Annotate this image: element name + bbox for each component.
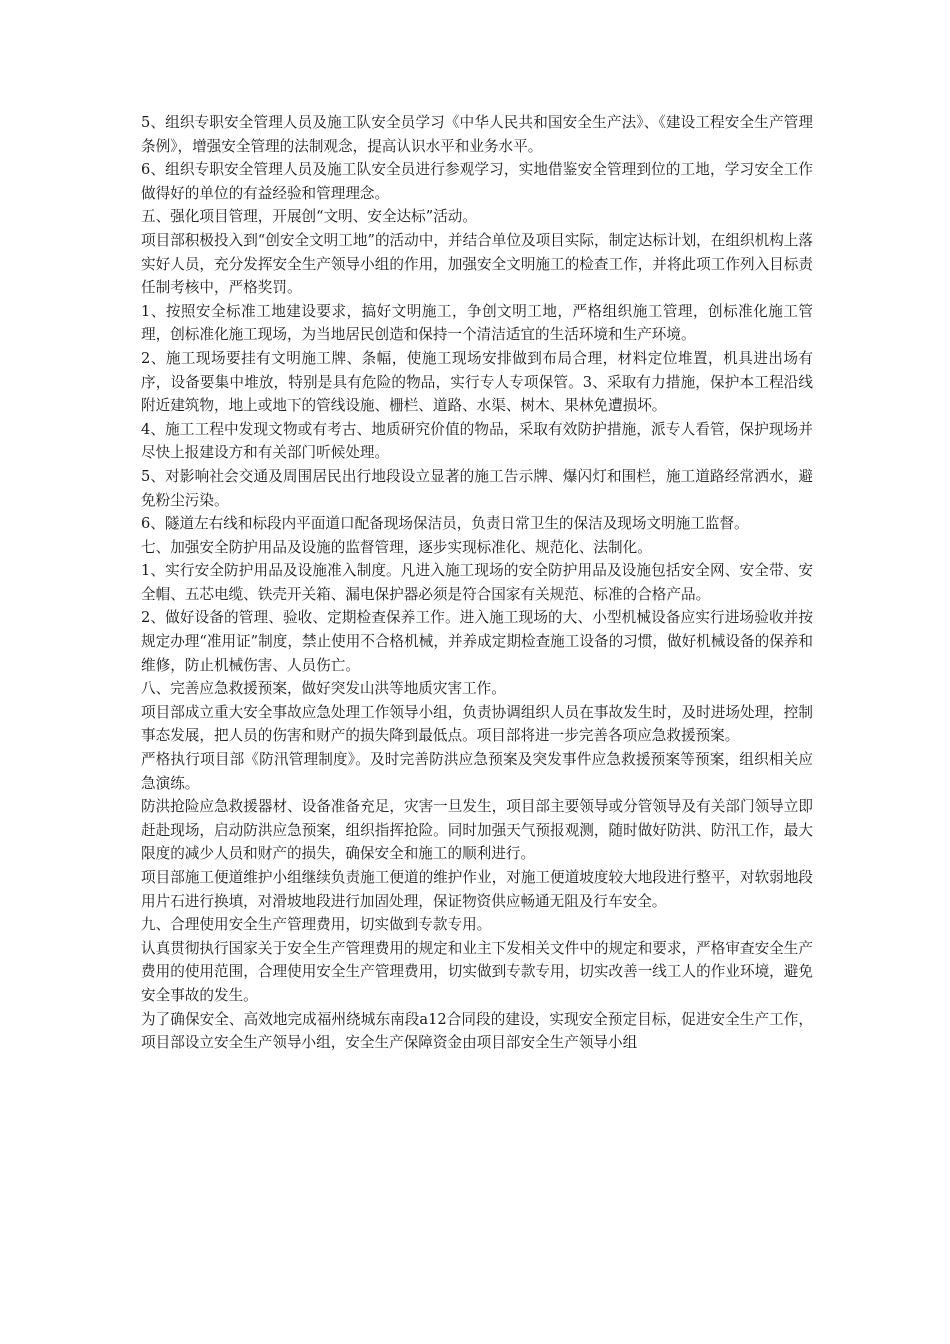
- paragraph-16: 为了确保安全、高效地完成福州绕城东南段a12合同段的建设，实现安全预定目标，促进安全生产工作，项目部设立安全生产领导小组，安全生产保障资金由项目部安全生产领导小组: [141, 1010, 813, 1052]
- paragraph-10: 2、做好设备的管理、验收、定期检查保养工作。进入施工现场的大、小型机械设备应实行进场验收并按规定办理“准用证”制度，禁止使用不合格机械，并养成定期检查施工设备的习惯，做好机械设备的保养和维修，防止机械伤害、人员伤亡。: [141, 609, 813, 674]
- paragraph-6: 4、施工工程中发现文物或有考古、地质研究价值的物品，采取有效防护措施，派专人看管，保护现场并尽快上报建设方和有关部门听候处理。: [141, 420, 813, 462]
- paragraph-4: 1、按照安全标准工地建设要求，搞好文明施工，争创文明工地，严格组织施工管理，创标准化施工管理，创标准化施工现场，为当地居民创造和保持一个清洁适宜的生活环境和生产环境。: [141, 302, 813, 344]
- paragraph-3: 项目部积极投入到“创安全文明工地”的活动中，并结合单位及项目实际，制定达标计划，在组织机构上落实好人员，充分发挥安全生产领导小组的作用，加强安全文明施工的检查工作，并将此项工作列入目标责任制考核中，严格奖罚。: [141, 231, 813, 297]
- paragraph-8: 6、隧道左右线和标段内平面道口配备现场保洁员，负责日常卫生的保洁及现场文明施工监督。: [141, 515, 749, 533]
- paragraph-1: 5、组织专职安全管理人员及施工队安全员学习《中华人民共和国安全生产法》、《建设工程安全生产管理条例》，增强安全管理的法制观念，提高认识水平和业务水平。: [141, 114, 813, 155]
- paragraph-12: 严格执行项目部《防汛管理制度》。及时完善防洪应急预案及突发事件应急救援预案等预案，组织相关应急演练。: [141, 751, 813, 792]
- paragraph-11: 项目部成立重大安全事故应急处理工作领导小组，负责协调组织人员在事故发生时，及时进场处理，控制事态发展，把人员的伤害和财产的损失降到最低点。项目部将进一步完善各项应急救援预案。: [141, 703, 813, 745]
- paragraph-15: 认真贯彻执行国家关于安全生产管理费用的规定和业主下发相关文件中的规定和要求，严格审查安全生产费用的使用范围，合理使用安全生产管理费用，切实做到专款专用，切实改善一线工人的作业环境，避免安全事故的发生。: [141, 939, 813, 1004]
- section-heading-5: 五、强化项目管理，开展创“文明、安全达标”活动。: [141, 208, 477, 226]
- paragraph-5: 2、施工现场要挂有文明施工牌、条幅，使施工现场安排做到布局合理，材料定位堆置，机具进出场有序，设备要集中堆放，特别是具有危险的物品，实行专人专项保管。3、采取有力措施，保护本工程沿线附近建筑物，地上或地下的管线设施、栅栏、道路、水渠、树木、果林免遭损坏。: [141, 349, 813, 415]
- section-heading-7: 七、加强安全防护用品及设施的监督管理，逐步实现标准化、规范化、法制化。: [141, 538, 652, 556]
- paragraph-2: 6、组织专职安全管理人员及施工队安全员进行参观学习，实地借鉴安全管理到位的工地，学习安全工作做得好的单位的有益经验和管理理念。: [141, 161, 813, 202]
- paragraph-7: 5、对影响社会交通及周围居民出行地段设立显著的施工告示牌、爆闪灯和围栏，施工道路经常洒水，避免粉尘污染。: [141, 467, 813, 509]
- section-heading-9: 九、合理使用安全生产管理费用，切实做到专款专用。: [141, 916, 492, 934]
- paragraph-14: 项目部施工便道维护小组继续负责施工便道的维护作业，对施工便道坡度较大地段进行整平，对软弱地段用片石进行换填，对滑坡地段进行加固处理，保证物资供应畅通无阻及行车安全。: [141, 869, 813, 910]
- paragraph-9: 1、实行安全防护用品及设施准入制度。凡进入施工现场的安全防护用品及设施包括安全网、安全带、安全帽、五芯电缆、铁壳开关箱、漏电保护器必须是符合国家有关规范、标准的合格产品。: [141, 562, 813, 603]
- document-body: [141, 111, 813, 1055]
- section-heading-8: 八、完善应急救援预案，做好突发山洪等地质灾害工作。: [141, 680, 506, 698]
- paragraph-13: 防洪抢险应急救援器材、设备准备充足，灾害一旦发生，项目部主要领导或分管领导及有关部门领导立即赶赴现场，启动防洪应急预案，组织指挥抢险。同时加强天气预报观测，随时做好防洪、防汛工作，最大限度的减少人员和财产的损失，确保安全和施工的顺利进行。: [141, 798, 813, 863]
